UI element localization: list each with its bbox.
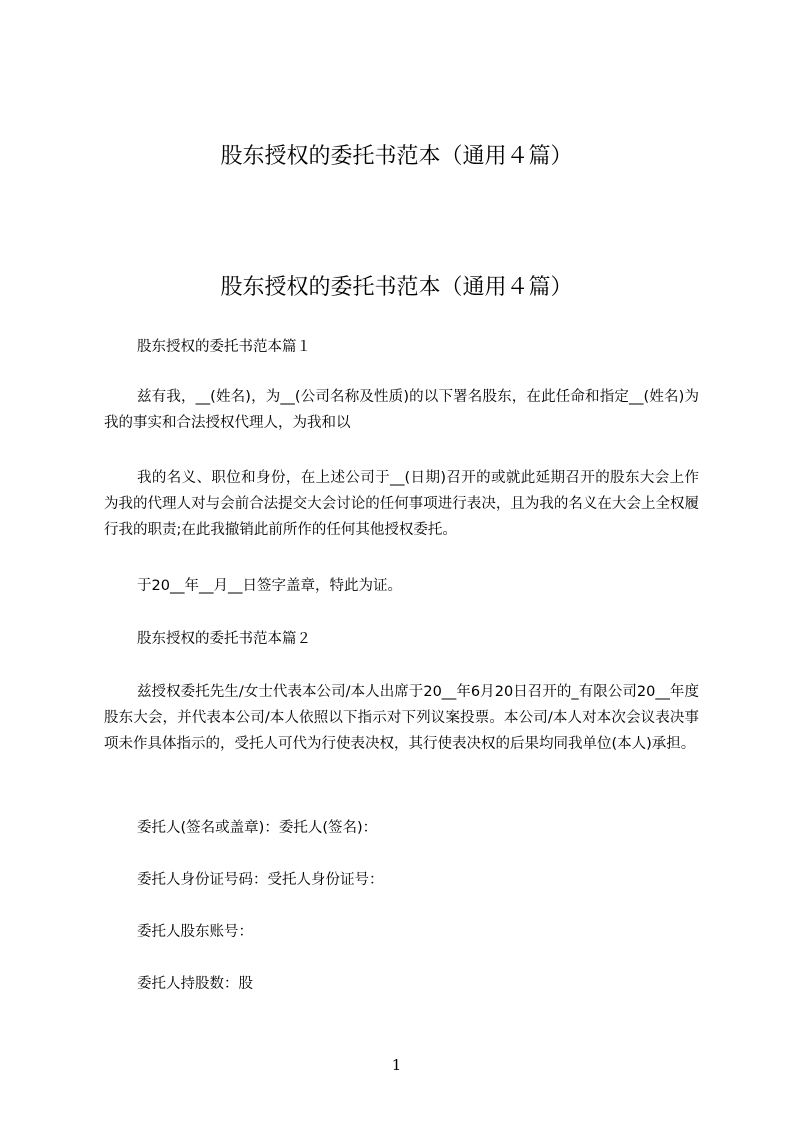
paragraph-4: 兹授权委托先生/女士代表本公司/本人出席于20__年6月20日召开的_有限公司20__年度股东大会，并代表本公司/本人依照以下指示对下列议案投票。本公司/本人对本次会议表决事项未作具体指示的，受托人可代为行使表决权，其行使表决权的后果均同我单位(本人)承担。 bbox=[104, 684, 699, 752]
paragraph-2: 我的名义、职位和身份，在上述公司于__(日期)召开的或就此延期召开的股东大会上作为我的代理人对与会前合法提交大会讨论的任何事项进行表决，且为我的名义在大会上全权履行我的职责;在此我撤销此前所作的任何其他授权委托。 bbox=[104, 470, 699, 538]
paragraph-3: 于20__年__月__日签字盖章，特此为证。 bbox=[137, 578, 402, 594]
field-shareholder-account: 委托人股东账号： bbox=[137, 924, 253, 940]
field-shares-held: 委托人持股数：股 bbox=[137, 976, 253, 992]
field-principal-signature: 委托人(签名或盖章)：委托人(签名)： bbox=[137, 820, 378, 836]
section-heading-1: 股东授权的委托书范本篇１ bbox=[137, 339, 311, 355]
paragraph-1: 兹有我，__(姓名)，为__(公司名称及性质)的以下署名股东，在此任命和指定__(姓名)为我的事实和合法授权代理人，为我和以 bbox=[104, 389, 699, 431]
field-id-numbers: 委托人身份证号码：受托人身份证号： bbox=[137, 872, 384, 888]
document-header-title: 股东授权的委托书范本（通用４篇） bbox=[220, 144, 573, 169]
section-heading-2: 股东授权的委托书范本篇２ bbox=[137, 631, 311, 647]
page-number: 1 bbox=[391, 1056, 402, 1074]
page-title: 股东授权的委托书范本（通用４篇） bbox=[220, 275, 573, 300]
